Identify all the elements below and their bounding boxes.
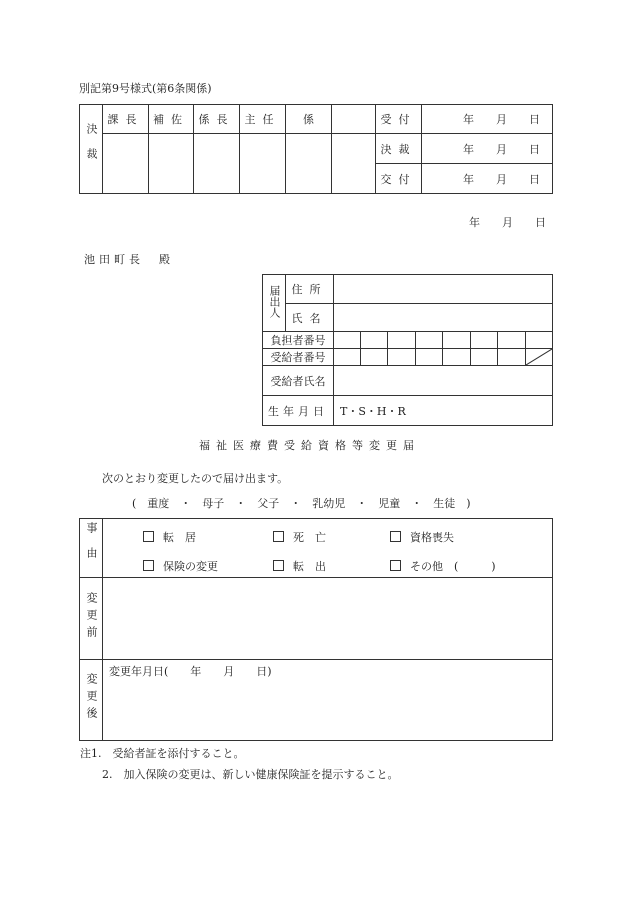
recipient-digit-cell[interactable] (388, 349, 416, 366)
reason-option-loss[interactable]: 資格喪失 (390, 529, 454, 545)
role-blank (332, 105, 376, 134)
checkbox-icon (143, 560, 154, 571)
address-label: 住所 (286, 275, 334, 304)
reason-option-insurance[interactable]: 保険の変更 (143, 558, 218, 574)
role-kakari: 係 (286, 105, 332, 134)
checkbox-icon (143, 531, 154, 542)
recipient-digit-cell[interactable] (361, 349, 388, 366)
recipient-digit-cell-crossed (526, 349, 553, 366)
row-date-kessai: 年 月 日 (422, 134, 553, 164)
approval-table (79, 104, 553, 194)
before-label: 変更前 (80, 578, 103, 660)
form-title: 福祉医療費受給資格等変更届 (199, 439, 420, 452)
recipient-digit-cell[interactable] (498, 349, 526, 366)
change-date: 変更年月日( 年 月 日) (109, 665, 272, 678)
recipient-digit-cell[interactable] (471, 349, 498, 366)
applicant-table (262, 274, 553, 426)
after-label: 変更後 (80, 660, 103, 741)
row-date-uketsuke: 年 月 日 (422, 105, 553, 134)
submission-date: 年 月 日 (469, 216, 546, 229)
birthdate-label: 生年月日 (263, 396, 334, 426)
role-kacho: 課長 (103, 105, 149, 134)
burden-digit-cell[interactable] (498, 332, 526, 349)
recipient-digit-cell[interactable] (443, 349, 471, 366)
stamp-cell[interactable] (194, 134, 240, 194)
row-label-kofu: 交付 (376, 164, 422, 194)
reason-option-move[interactable]: 転 居 (143, 529, 196, 545)
name-field[interactable] (334, 304, 553, 332)
row-label-kessai: 決裁 (376, 134, 422, 164)
birthdate-era-options[interactable]: T・S・H・R (334, 396, 553, 426)
checkbox-icon (390, 560, 401, 571)
addressee: 池田町長 殿 (84, 253, 174, 266)
name-label: 氏名 (286, 304, 334, 332)
reason-option-death[interactable]: 死 亡 (273, 529, 326, 545)
burden-digit-cell[interactable] (388, 332, 416, 349)
burden-digit-cell[interactable] (471, 332, 498, 349)
burden-digit-cell[interactable] (416, 332, 443, 349)
form-number: 別記第9号様式(第6条関係) (79, 82, 212, 95)
stamp-cell[interactable] (240, 134, 286, 194)
burden-digit-cell[interactable] (334, 332, 361, 349)
stamp-cell[interactable] (286, 134, 332, 194)
role-hosa: 補佐 (149, 105, 194, 134)
before-field[interactable] (103, 578, 553, 660)
recipient-number-label: 受給者番号 (263, 349, 334, 366)
reason-option-moveout[interactable]: 転 出 (273, 558, 326, 574)
change-table (79, 518, 553, 741)
reason-label: 事由 (80, 519, 103, 578)
applicant-group-label: 届出人 (263, 275, 286, 332)
burden-digit-cell[interactable] (443, 332, 471, 349)
recipient-digit-cell[interactable] (416, 349, 443, 366)
checkbox-icon (273, 560, 284, 571)
reason-option-other[interactable]: その他 ( ) (390, 558, 496, 574)
checkbox-icon (390, 531, 401, 542)
row-label-uketsuke: 受付 (376, 105, 422, 134)
after-field[interactable] (103, 660, 553, 741)
stamp-cell[interactable] (103, 134, 149, 194)
diagonal-strike (526, 349, 552, 365)
intro-text: 次のとおり変更したので届け出ます。 (102, 472, 289, 485)
role-kakaricho: 係長 (194, 105, 240, 134)
category-options[interactable]: ( 重度 ・ 母子 ・ 父子 ・ 乳幼児 ・ 児童 ・ 生徒 ) (132, 497, 471, 510)
role-shunin: 主任 (240, 105, 286, 134)
recipient-name-label: 受給者氏名 (263, 366, 334, 396)
burden-digit-cell[interactable] (361, 332, 388, 349)
checkbox-icon (273, 531, 284, 542)
burden-number-label: 負担者番号 (263, 332, 334, 349)
note-2: 2. 加入保険の変更は、新しい健康保険証を提示すること。 (102, 768, 399, 781)
burden-digit-cell[interactable] (526, 332, 553, 349)
note-1: 注1. 受給者証を添付すること。 (80, 747, 245, 760)
recipient-name-field[interactable] (334, 366, 553, 396)
address-field[interactable] (334, 275, 553, 304)
stamp-cell[interactable] (332, 134, 376, 194)
stamp-cell[interactable] (149, 134, 194, 194)
kessai-label: 決裁 (80, 105, 103, 194)
reason-options (103, 519, 553, 578)
recipient-digit-cell[interactable] (334, 349, 361, 366)
row-date-kofu: 年 月 日 (422, 164, 553, 194)
